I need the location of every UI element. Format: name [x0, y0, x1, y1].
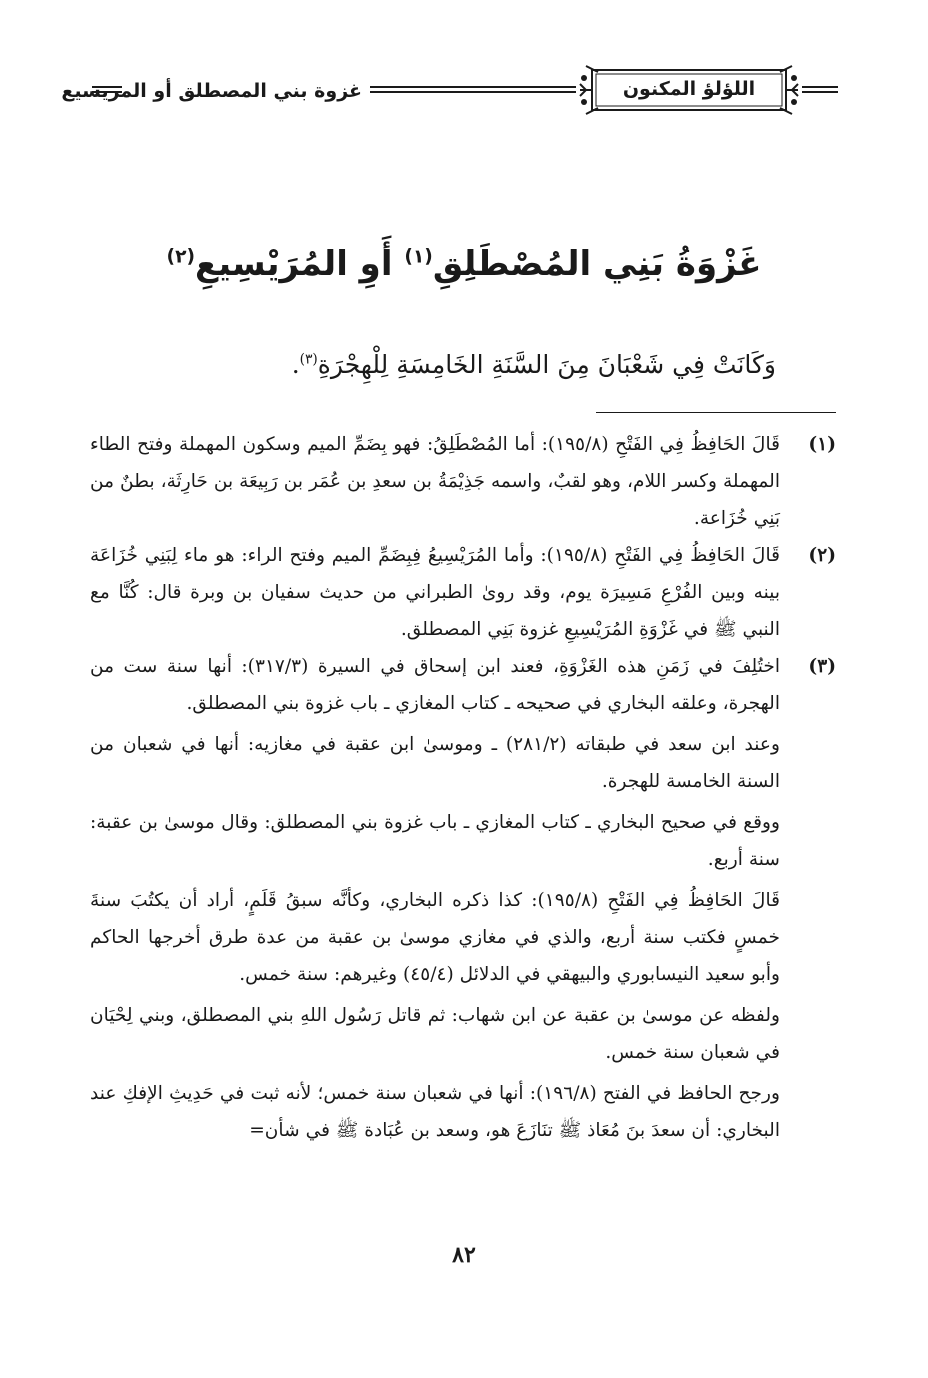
header-ornament: [578, 62, 800, 118]
footnote-paragraph: قَالَ الحَافِظُ فِي الفَتْحِ (١٩٥/٨): كذا ذكره البخاري، وكأنَّه سبقُ قَلَمٍ، أراد أن يكتُبَ سنةَ خمسٍ فكتب سنة أربع، والذي في مغازي موسىٰ بن عقبة من عدة طرق أخرجها الحاكم وأبو سعيد النيسابوري والبيهقي في الدلائل (٤٥/٤) وغيرهم: سنة خمس.: [90, 890, 780, 985]
series-title: اللؤلؤ المكنون: [622, 78, 756, 100]
footnote-body: [90, 426, 780, 537]
header-rule-middle: [370, 86, 576, 93]
chapter-subtitle: [136, 340, 776, 390]
footnote-separator: [596, 412, 836, 413]
footnote-paragraph: اختُلِفَ في زَمَنِ هذه الغَزْوَةِ، فعند ابن إسحاق في السيرة (٣١٧/٣): أنها سنة ست من الهجرة، وعلقه البخاري في صحيحه ـ كتاب المغازي ـ باب غزوة بني المصطلق.: [90, 656, 780, 714]
footnote-body: [90, 537, 780, 648]
title-text-a: غَزْوَةُ بَنِي المُصْطَلِقِ: [432, 244, 762, 284]
footnote: [90, 426, 836, 537]
footnote-ref-1: (١): [404, 246, 433, 268]
page-number: ٨٢: [452, 1242, 476, 1268]
section-title: غزوة بني المصطلق أو المريسيع: [61, 80, 362, 102]
footnote-paragraph: ورجح الحافظ في الفتح (١٩٦/٨): أنها في شعبان سنة خمس؛ لأنه ثبت في حَدِيثِ الإفكِ عند البخاري: أن سعدَ بنَ مُعَاذ ﷺ تنَازَعَ هو، وسعد بن عُبَادة ﷺ في شأن=: [90, 1083, 781, 1141]
footnote-ref-2: (٢): [166, 246, 196, 268]
subtitle-end: .: [291, 350, 300, 379]
footnote-paragraph: ووقع في صحيح البخاري ـ كتاب المغازي ـ باب غزوة بني المصطلق: وقال موسىٰ بن عقبة: سنة أربع.: [90, 812, 780, 870]
footnote-paragraph: وعند ابن سعد في طبقاته (٢٨١/٢) ـ وموسىٰ ابن عقبة في مغازيه: أنها في شعبان من السنة الخامسة للهجرة.: [90, 734, 780, 792]
chapter-title: [120, 236, 808, 292]
footnotes: [90, 426, 836, 1149]
title-text-b: أَوِ المُرَيْسِيعِ: [195, 244, 405, 284]
footnote-paragraph: قَالَ الحَافِظُ فِي الفَتْحِ (١٩٥/٨): أما المُصْطَلِقُ: فهو بِضَمِّ الميم وسكون المهملة وفتح الطاء المهملة وكسر اللام، وهو لقبٌ، واسمه جَذِيْمَةُ بن سعدِ بن عُمَر بن رَبِيعَة بن حَارِثَة، بطنٌ من بَنِي خُزَاعة.: [90, 434, 780, 529]
footnote-paragraph: قَالَ الحَافِظُ فِي الفَتْحِ (١٩٥/٨): وأما المُرَيْسِيعُ فِبِضَمِّ الميم وفتح الراء: هو ماء لِبَنِي خُزَاعَة بينه وبين الفُرْعِ مَسِيرَة يوم، وقد روىٰ الطبراني من حديث سفيان بن وبرة قال: كُنَّا مع النبي ﷺ في غَزْوَةِ المُرَيْسِيعِ غزوة بَنِي المصطلق.: [90, 545, 780, 640]
footnote-ref-3: (٣): [299, 351, 318, 368]
footnote: [90, 537, 836, 648]
header-rule-left: [92, 86, 122, 93]
footnote-number: (٣): [808, 656, 836, 677]
footnote-body: [90, 648, 780, 1149]
header-rule-right: [802, 86, 838, 93]
footnote-paragraph: ولفظه عن موسىٰ بن عقبة عن ابن شهاب: ثم قاتل رَسُول اللهِ بني المصطلق، وبني لِحْيَان في شعبان سنة خمس.: [90, 1005, 780, 1063]
running-header: [61, 62, 838, 124]
footnote-number: (٢): [808, 545, 836, 566]
footnote: [90, 648, 836, 1149]
footnote-number: (١): [808, 434, 836, 455]
subtitle-text: وَكَانَتْ فِي شَعْبَانَ مِنَ السَّنَةِ الخَامِسَةِ لِلْهِجْرَةِ: [317, 350, 776, 379]
